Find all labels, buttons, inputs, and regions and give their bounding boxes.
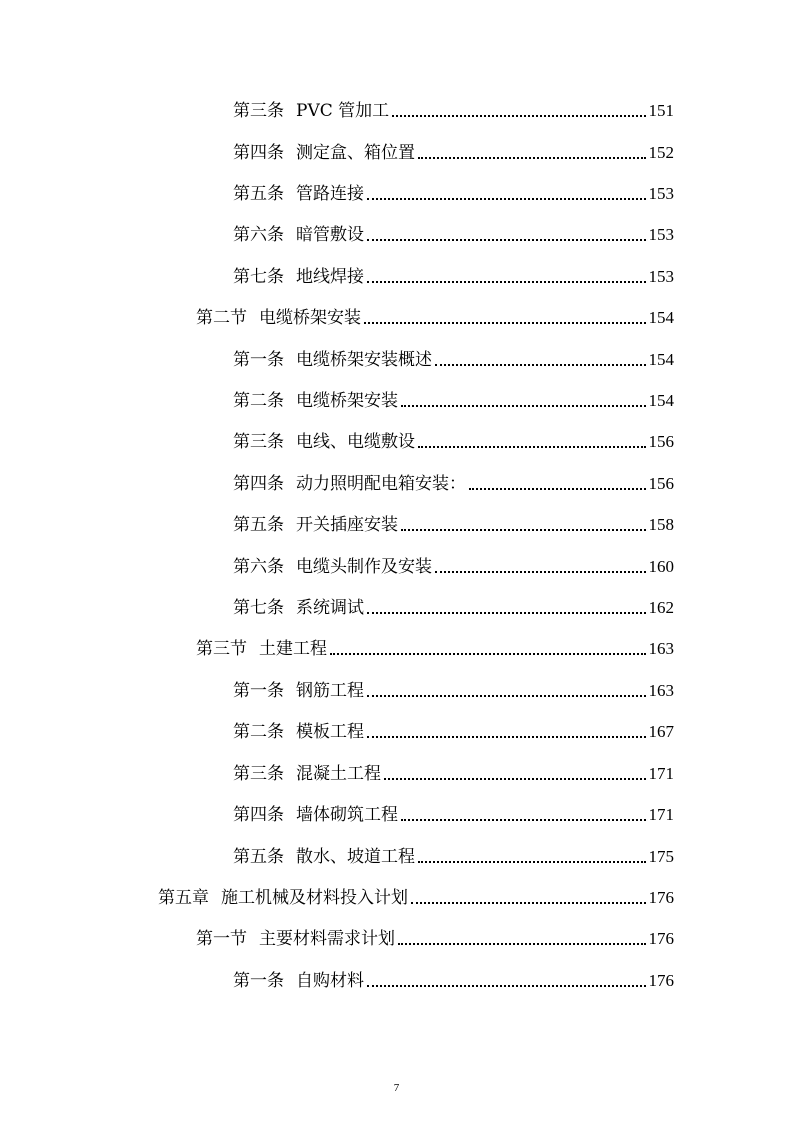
toc-entry-number: 第五条 (233, 184, 284, 204)
toc-entry-title: 自购材料 (296, 971, 364, 991)
toc-entry[interactable] (233, 220, 674, 246)
toc-entry[interactable] (233, 179, 674, 205)
toc-entry-page: 176 (648, 971, 674, 990)
toc-entry-number: 第六条 (233, 557, 284, 577)
dot-leader (418, 157, 646, 159)
toc-entry[interactable] (196, 634, 674, 660)
toc-entry-page: 154 (648, 391, 674, 410)
toc-entry-title: 测定盒、箱位置 (296, 143, 415, 163)
toc-entry-title: PVC 管加工 (296, 101, 390, 121)
toc-entry-page: 167 (648, 722, 674, 741)
toc-entry-number: 第一节 (196, 929, 247, 949)
dot-leader (364, 322, 646, 324)
toc-entry-page: 156 (648, 474, 674, 493)
toc-entry-page: 156 (648, 432, 674, 451)
toc-entry-title: 电线、电缆敷设 (296, 432, 415, 452)
toc-entry-page: 175 (648, 847, 674, 866)
dot-leader (330, 653, 646, 655)
dot-leader (367, 281, 646, 283)
toc-entry[interactable] (233, 469, 674, 495)
toc-entry-page: 176 (648, 888, 674, 907)
toc-entry-title: 电缆桥架安装 (259, 308, 361, 328)
toc-entry[interactable] (233, 593, 674, 619)
toc-entry-title: 散水、坡道工程 (296, 847, 415, 867)
toc-entry-number: 第五条 (233, 847, 284, 867)
toc-entry[interactable] (233, 262, 674, 288)
toc-entry-number: 第四条 (233, 474, 284, 494)
dot-leader (367, 239, 646, 241)
dot-leader (367, 198, 646, 200)
toc-entry[interactable] (233, 676, 674, 702)
dot-leader (435, 571, 646, 573)
toc-entry-page: 171 (648, 805, 674, 824)
toc-entry-page: 153 (648, 225, 674, 244)
toc-entry-title: 电缆桥架安装概述 (296, 350, 432, 370)
toc-entry-title: 动力照明配电箱安装： (296, 474, 466, 494)
toc-entry-number: 第二条 (233, 391, 284, 411)
toc-entry-number: 第七条 (233, 598, 284, 618)
toc-entry-number: 第三条 (233, 432, 284, 452)
toc-entry-number: 第一条 (233, 681, 284, 701)
toc-entry-page: 163 (648, 681, 674, 700)
toc-entry[interactable] (233, 759, 674, 785)
toc-entry-title: 墙体砌筑工程 (296, 805, 398, 825)
toc-entry-title: 施工机械及材料投入计划 (221, 888, 408, 908)
toc-entry[interactable] (233, 510, 674, 536)
toc-entry[interactable] (196, 303, 674, 329)
toc-entry-title: 开关插座安装 (296, 515, 398, 535)
toc-entry-page: 153 (648, 184, 674, 203)
dot-leader (384, 778, 646, 780)
toc-entry-number: 第四条 (233, 143, 284, 163)
toc-entry-number: 第五条 (233, 515, 284, 535)
toc-entry-number: 第七条 (233, 267, 284, 287)
toc-entry-page: 152 (648, 143, 674, 162)
toc-entry-title: 模板工程 (296, 722, 364, 742)
toc-entry-title: 暗管敷设 (296, 225, 364, 245)
dot-leader (418, 446, 646, 448)
toc-entry[interactable] (233, 552, 674, 578)
dot-leader (398, 943, 646, 945)
toc-entry-number: 第三条 (233, 764, 284, 784)
dot-leader (367, 695, 646, 697)
toc-entry-title: 系统调试 (296, 598, 364, 618)
dot-leader (418, 861, 646, 863)
toc-entry-page: 171 (648, 764, 674, 783)
page-number: 7 (393, 1082, 400, 1094)
dot-leader (469, 488, 646, 490)
toc-entry-title: 土建工程 (259, 639, 327, 659)
dot-leader (401, 529, 646, 531)
dot-leader (401, 819, 646, 821)
dot-leader (411, 902, 646, 904)
toc-entry-title: 混凝土工程 (296, 764, 381, 784)
toc-entry[interactable] (233, 96, 674, 122)
toc-entry-number: 第四条 (233, 805, 284, 825)
dot-leader (367, 985, 646, 987)
toc-entry-number: 第六条 (233, 225, 284, 245)
toc-entry[interactable] (196, 924, 674, 950)
toc-entry[interactable] (233, 386, 674, 412)
toc-entry-title: 钢筋工程 (296, 681, 364, 701)
toc-entry[interactable] (233, 842, 674, 868)
toc-entry-page: 153 (648, 267, 674, 286)
toc-entry[interactable] (233, 138, 674, 164)
dot-leader (367, 736, 646, 738)
dot-leader (392, 115, 645, 117)
toc-entry-number: 第二条 (233, 722, 284, 742)
toc-entry-title: 管路连接 (296, 184, 364, 204)
toc-entry-page: 160 (648, 557, 674, 576)
toc-entry-number: 第一条 (233, 971, 284, 991)
toc-entry[interactable] (233, 717, 674, 743)
toc-entry-page: 163 (648, 639, 674, 658)
toc-entry-number: 第三节 (196, 639, 247, 659)
toc-entry[interactable] (158, 883, 674, 909)
dot-leader (401, 405, 646, 407)
toc-entry-number: 第五章 (158, 888, 209, 908)
toc-entry-title: 地线焊接 (296, 267, 364, 287)
toc-entry-title: 主要材料需求计划 (259, 929, 395, 949)
toc-entry-page: 154 (648, 308, 674, 327)
toc-entry-number: 第三条 (233, 101, 284, 121)
toc-entry[interactable] (233, 800, 674, 826)
toc-entry[interactable] (233, 427, 674, 453)
toc-entry-title: 电缆桥架安装 (296, 391, 398, 411)
dot-leader (435, 364, 646, 366)
toc-entry-page: 158 (648, 515, 674, 534)
toc-entry-page: 154 (648, 350, 674, 369)
dot-leader (367, 612, 646, 614)
toc-entry[interactable] (233, 345, 674, 371)
toc-entry-number: 第一条 (233, 350, 284, 370)
toc-entry[interactable] (233, 966, 674, 992)
toc-entry-title: 电缆头制作及安装 (296, 557, 432, 577)
toc-entry-page: 162 (648, 598, 674, 617)
toc-entry-page: 151 (648, 101, 674, 120)
toc-entry-page: 176 (648, 929, 674, 948)
toc-entry-number: 第二节 (196, 308, 247, 328)
